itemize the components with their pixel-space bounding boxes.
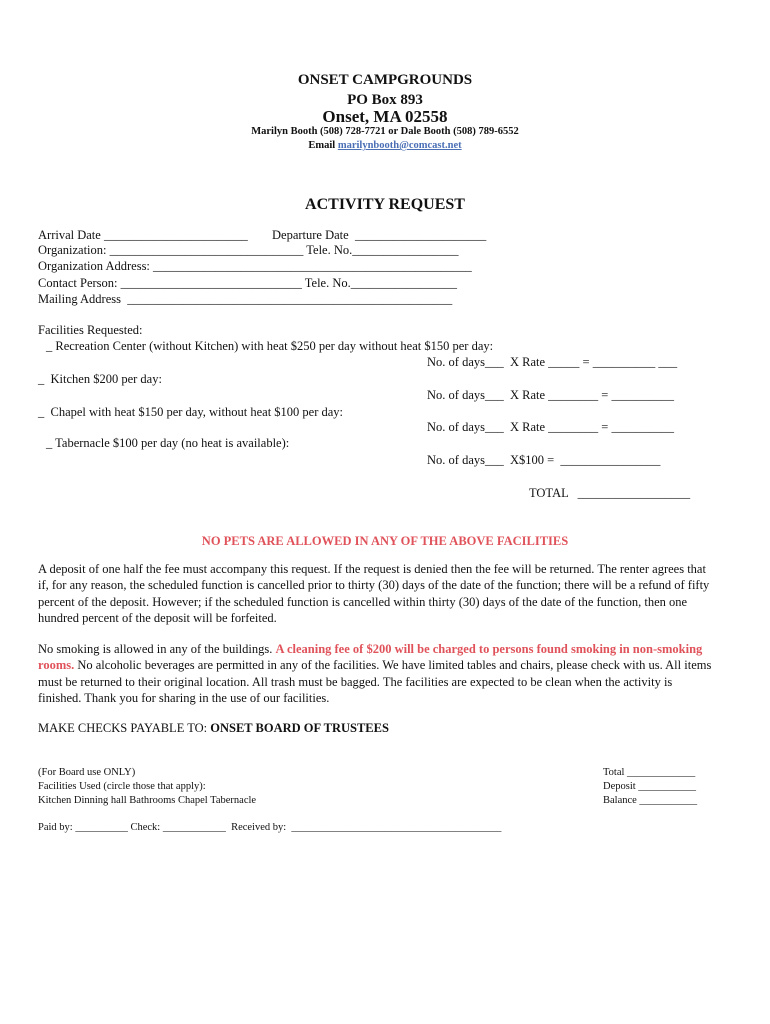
chapel-calc[interactable]: No. of days___ X Rate ________ = __________	[427, 420, 674, 434]
chapel-option[interactable]: _ Chapel with heat $150 per day, without heat $100 per day:	[38, 405, 344, 419]
tabernacle-calc[interactable]: No. of days___ X$100 = ________________	[427, 453, 661, 467]
rules-text: No alcoholic beverages are permitted in any of the facilities. We have limited tables and chairs, please check with us. All items must be returned to their original location. All trash must be bagged. The facilities are expected to be clean when the activity is finished. Thank you for sharing in the use of our facilities.	[38, 658, 712, 705]
contact-phones: Marilyn Booth (508) 728-7721 or Dale Booth (508) 789-6552	[251, 126, 519, 137]
recreation-center-option[interactable]: _ Recreation Center (without Kitchen) with heat $250 per day without heat $150 per day:	[46, 339, 494, 353]
departure-date-field[interactable]: Departure Date _____________________	[272, 228, 487, 242]
checks-payable	[38, 721, 389, 736]
page-title: ACTIVITY REQUEST	[305, 196, 465, 213]
no-smoking-text: No smoking is allowed in any of the buildings.	[38, 642, 276, 656]
facilities-used-options[interactable]: Kitchen Dinning hall Bathrooms Chapel Tabernacle	[38, 795, 257, 806]
checks-label: MAKE CHECKS PAYABLE TO:	[38, 721, 211, 735]
board-total-field[interactable]: Total _____________	[603, 767, 696, 778]
total-field[interactable]: TOTAL __________________	[529, 486, 691, 500]
deposit-paragraph: A deposit of one half the fee must accompany this request. If the request is denied then the fee will be returned. The renter agrees that if, for any reason, the scheduled function is cancelled prior to thirty (30) days of the date of the function; there will be a refund of fifty percent of the deposit. However; if the scheduled function is cancelled within thirty (30) days of the date of the function, then one hundred percent of the deposit will be forfeited.	[38, 562, 710, 625]
email-label: Email	[308, 140, 336, 151]
cleaning-fee-warning: A cleaning fee of $200 will be charged to persons found smoking in non-smoking rooms.	[38, 642, 703, 673]
tabernacle-option[interactable]: _ Tabernacle $100 per day (no heat is available):	[46, 436, 290, 450]
org-name: ONSET CAMPGROUNDS	[297, 72, 473, 88]
email-line	[0, 140, 770, 151]
board-use-label: (For Board use ONLY)	[38, 767, 136, 778]
recreation-center-calc[interactable]: No. of days___ X Rate _____ = __________ ___	[427, 355, 678, 369]
kitchen-option[interactable]: _ Kitchen $200 per day:	[38, 372, 162, 386]
facilities-heading: Facilities Requested:	[38, 323, 143, 337]
checks-payee: ONSET BOARD OF TRUSTEES	[210, 721, 389, 735]
organization-address-field[interactable]: Organization Address: ___________________________________________________	[38, 259, 472, 273]
payment-line[interactable]: Paid by: __________ Check: ____________ Received by: ________________________________________	[38, 822, 502, 833]
arrival-date-field[interactable]: Arrival Date _______________________	[38, 228, 248, 242]
facilities-used-label: Facilities Used (circle those that apply):	[38, 781, 206, 792]
contact-person-field[interactable]: Contact Person: _____________________________ Tele. No._________________	[38, 276, 458, 290]
kitchen-calc[interactable]: No. of days___ X Rate ________ = __________	[427, 388, 674, 402]
mailing-address-field[interactable]: Mailing Address ____________________________________________________	[38, 292, 453, 306]
no-pets-notice: NO PETS ARE ALLOWED IN ANY OF THE ABOVE FACILITIES	[201, 534, 569, 548]
rules-paragraph	[38, 641, 718, 706]
organization-field[interactable]: Organization: _______________________________ Tele. No._________________	[38, 243, 459, 257]
email-link[interactable]: marilynbooth@comcast.net	[337, 140, 462, 151]
board-deposit-field[interactable]: Deposit ___________	[603, 781, 697, 792]
po-box: PO Box 893	[347, 92, 423, 108]
board-balance-field[interactable]: Balance ___________	[603, 795, 698, 806]
city-address: Onset, MA 02558	[322, 107, 448, 126]
